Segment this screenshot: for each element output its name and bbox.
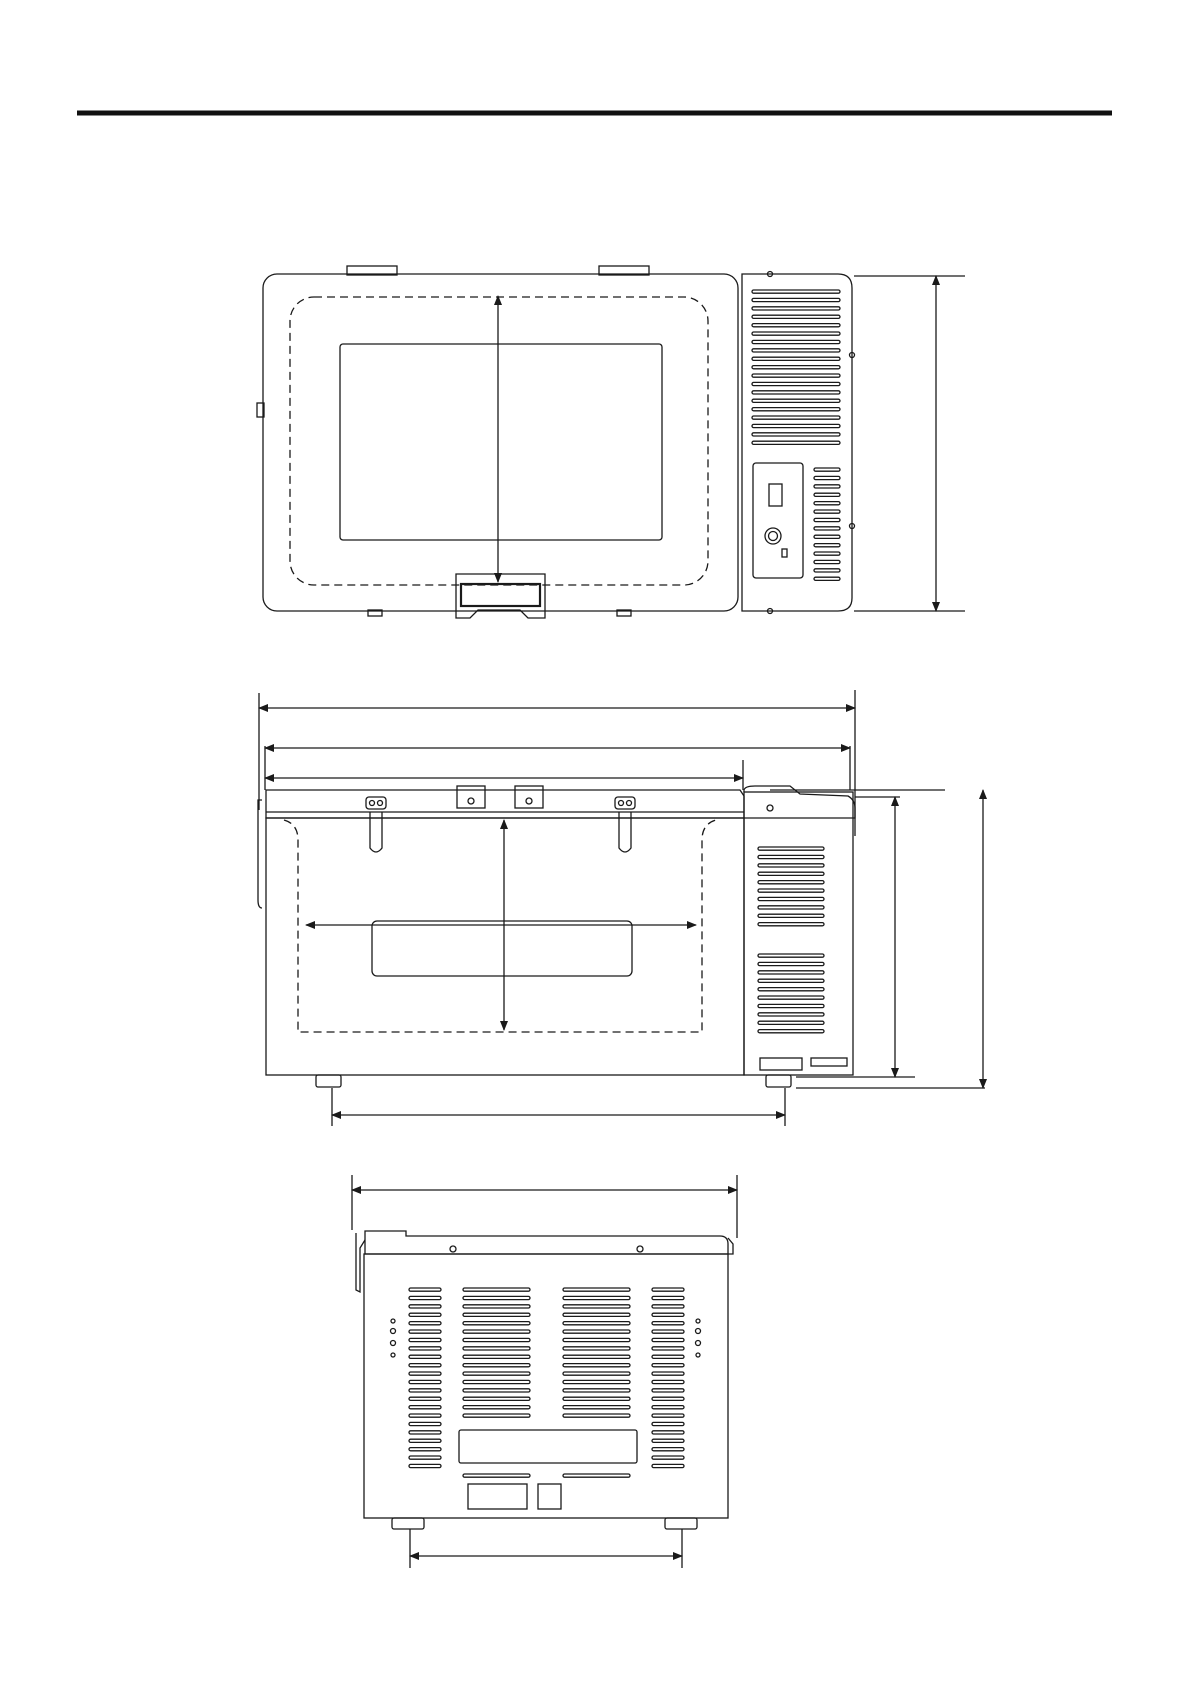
- vent-slot: [563, 1313, 630, 1316]
- vent-slot: [814, 476, 840, 479]
- vent-slot: [758, 1013, 824, 1016]
- display-window: [769, 484, 782, 506]
- vent-slot: [758, 1021, 824, 1024]
- cabinet-body: [364, 1254, 728, 1518]
- vent-slot: [814, 577, 840, 580]
- vent-slot: [652, 1422, 684, 1425]
- vent-slot: [752, 391, 840, 394]
- vent-slot: [563, 1338, 630, 1341]
- foot: [316, 1075, 341, 1087]
- vent-slot: [814, 468, 840, 471]
- vent-slot: [752, 433, 840, 436]
- vent-slot: [409, 1305, 441, 1308]
- vent-slot: [814, 527, 840, 530]
- vent-slot: [758, 889, 824, 892]
- vent-slot: [752, 332, 840, 335]
- vent-slot: [752, 298, 840, 301]
- vent-slot: [652, 1338, 684, 1341]
- foot: [392, 1518, 424, 1529]
- vent-slot: [563, 1414, 630, 1417]
- vent-slot: [463, 1347, 530, 1350]
- vent-slot: [409, 1355, 441, 1358]
- vent-slot: [409, 1364, 441, 1367]
- vent-slot: [752, 382, 840, 385]
- indicator-light: [782, 549, 787, 557]
- top-view: [257, 266, 965, 618]
- lid-top: [365, 1231, 728, 1254]
- vent-slot: [563, 1322, 630, 1325]
- vent-slot: [563, 1296, 630, 1299]
- vent-slot: [752, 366, 840, 369]
- vent-slot: [652, 1414, 684, 1417]
- vent-slot: [409, 1414, 441, 1417]
- vent-slot: [752, 399, 840, 402]
- vent-slot: [652, 1322, 684, 1325]
- vent-slot: [758, 996, 824, 999]
- vent-slot: [758, 971, 824, 974]
- nameplate: [760, 1058, 802, 1070]
- vent-slot: [409, 1406, 441, 1409]
- vent-slot: [563, 1305, 630, 1308]
- handle-icon: [461, 584, 540, 606]
- vent-slot: [814, 544, 840, 547]
- vent-slot: [814, 510, 840, 513]
- vent-slot: [752, 441, 840, 444]
- vent-slot: [814, 485, 840, 488]
- vent-slot: [563, 1288, 630, 1291]
- vent-slot: [463, 1305, 530, 1308]
- vent-slot: [563, 1380, 630, 1383]
- inner-cavity-outline: [284, 820, 716, 1032]
- vent-slot: [409, 1347, 441, 1350]
- vent-slot: [652, 1397, 684, 1400]
- vent-slot: [652, 1364, 684, 1367]
- vent-slot: [463, 1288, 530, 1291]
- vent-slot: [463, 1338, 530, 1341]
- vent-slot: [409, 1313, 441, 1316]
- vent-slot: [409, 1389, 441, 1392]
- vent-slot: [409, 1330, 441, 1333]
- vent-slot: [652, 1313, 684, 1316]
- vent-slot: [752, 349, 840, 352]
- vent-slot: [752, 290, 840, 293]
- vent-slot: [463, 1406, 530, 1409]
- vent-slot: [652, 1288, 684, 1291]
- vent-slot: [758, 914, 824, 917]
- vent-slot: [758, 923, 824, 926]
- cabinet-body: [266, 818, 744, 1075]
- latch-right: [615, 797, 635, 852]
- vent-slot: [758, 906, 824, 909]
- vent-slot: [463, 1389, 530, 1392]
- vent-slot: [563, 1406, 630, 1409]
- vent-slot: [409, 1322, 441, 1325]
- inner-cavity-outline: [290, 297, 708, 585]
- vent-slot: [758, 979, 824, 982]
- vent-slot: [563, 1364, 630, 1367]
- vent-slot: [563, 1389, 630, 1392]
- vent-slot: [563, 1355, 630, 1358]
- vent-slot: [409, 1397, 441, 1400]
- vent-slot: [409, 1431, 441, 1434]
- key-lock-icon: [765, 528, 781, 544]
- vent-slot: [814, 569, 840, 572]
- vent-slot: [758, 847, 824, 850]
- vent-slot: [758, 954, 824, 957]
- vent-slot: [652, 1464, 684, 1467]
- foot: [766, 1075, 791, 1087]
- vent-slot: [752, 424, 840, 427]
- vent-slot: [652, 1355, 684, 1358]
- vent-slot: [463, 1355, 530, 1358]
- vent-slot: [563, 1330, 630, 1333]
- vent-slot: [409, 1338, 441, 1341]
- vent-slot: [814, 502, 840, 505]
- vent-slot: [463, 1414, 530, 1417]
- vent-slot: [652, 1389, 684, 1392]
- hinge: [515, 786, 543, 808]
- vent-slot: [463, 1397, 530, 1400]
- vent-slot: [752, 357, 840, 360]
- vent-slot: [752, 340, 840, 343]
- hinge: [457, 786, 485, 808]
- label-plate: [811, 1058, 847, 1066]
- vent-slot: [652, 1296, 684, 1299]
- vent-slot: [752, 307, 840, 310]
- rear-label-plate: [459, 1430, 637, 1463]
- vent-slot: [758, 872, 824, 875]
- vent-slot: [409, 1380, 441, 1383]
- vent-slot: [463, 1330, 530, 1333]
- vent-slot: [409, 1296, 441, 1299]
- vent-slot: [758, 962, 824, 965]
- vent-slot: [652, 1347, 684, 1350]
- vent-slot: [409, 1448, 441, 1451]
- front-label-window: [372, 921, 632, 976]
- vent-slot: [409, 1439, 441, 1442]
- vent-slots: [758, 847, 824, 1033]
- vent-slot: [752, 416, 840, 419]
- latch-left: [366, 797, 386, 852]
- side-view: [352, 1175, 737, 1568]
- vent-slot: [652, 1305, 684, 1308]
- vent-slot: [758, 1004, 824, 1007]
- vent-slot: [463, 1313, 530, 1316]
- vent-slot: [752, 324, 840, 327]
- vent-slot: [463, 1380, 530, 1383]
- lid-window: [340, 344, 662, 540]
- vent-slot: [758, 1030, 824, 1033]
- vent-slot: [409, 1422, 441, 1425]
- vent-slot: [758, 855, 824, 858]
- control-panel: [753, 463, 803, 578]
- vent-slot: [752, 408, 840, 411]
- vent-slot: [563, 1372, 630, 1375]
- front-view: [258, 690, 985, 1126]
- vent-slot: [652, 1330, 684, 1333]
- vent-slot: [409, 1464, 441, 1467]
- vent-slot: [814, 560, 840, 563]
- vent-slot: [563, 1474, 630, 1477]
- vent-slot: [652, 1372, 684, 1375]
- vent-slot: [758, 988, 824, 991]
- vent-slot: [652, 1431, 684, 1434]
- compressor-top: [744, 786, 855, 818]
- vent-slot: [463, 1296, 530, 1299]
- vent-slot: [652, 1439, 684, 1442]
- vent-slot: [652, 1456, 684, 1459]
- vent-slot: [758, 864, 824, 867]
- vent-slot: [463, 1322, 530, 1325]
- vent-slot: [814, 518, 840, 521]
- vent-slot: [463, 1474, 530, 1477]
- vent-slot: [752, 315, 840, 318]
- vent-slot: [563, 1397, 630, 1400]
- vent-slot: [563, 1347, 630, 1350]
- vent-slot: [814, 552, 840, 555]
- vent-slot: [652, 1380, 684, 1383]
- vent-slot: [758, 881, 824, 884]
- vent-slot: [463, 1364, 530, 1367]
- vent-slot: [409, 1456, 441, 1459]
- lid-top: [266, 790, 744, 818]
- connector-port: [538, 1484, 561, 1509]
- vent-slots: [409, 1288, 684, 1477]
- lid-outline: [263, 274, 738, 611]
- vent-slot: [758, 897, 824, 900]
- vent-slot: [814, 535, 840, 538]
- vent-slot: [463, 1372, 530, 1375]
- vent-slot: [814, 493, 840, 496]
- foot: [665, 1518, 697, 1529]
- vent-slot: [752, 374, 840, 377]
- power-inlet: [468, 1484, 527, 1509]
- vent-slot: [409, 1372, 441, 1375]
- vent-slot: [652, 1448, 684, 1451]
- vent-slot: [652, 1406, 684, 1409]
- vent-slot: [409, 1288, 441, 1291]
